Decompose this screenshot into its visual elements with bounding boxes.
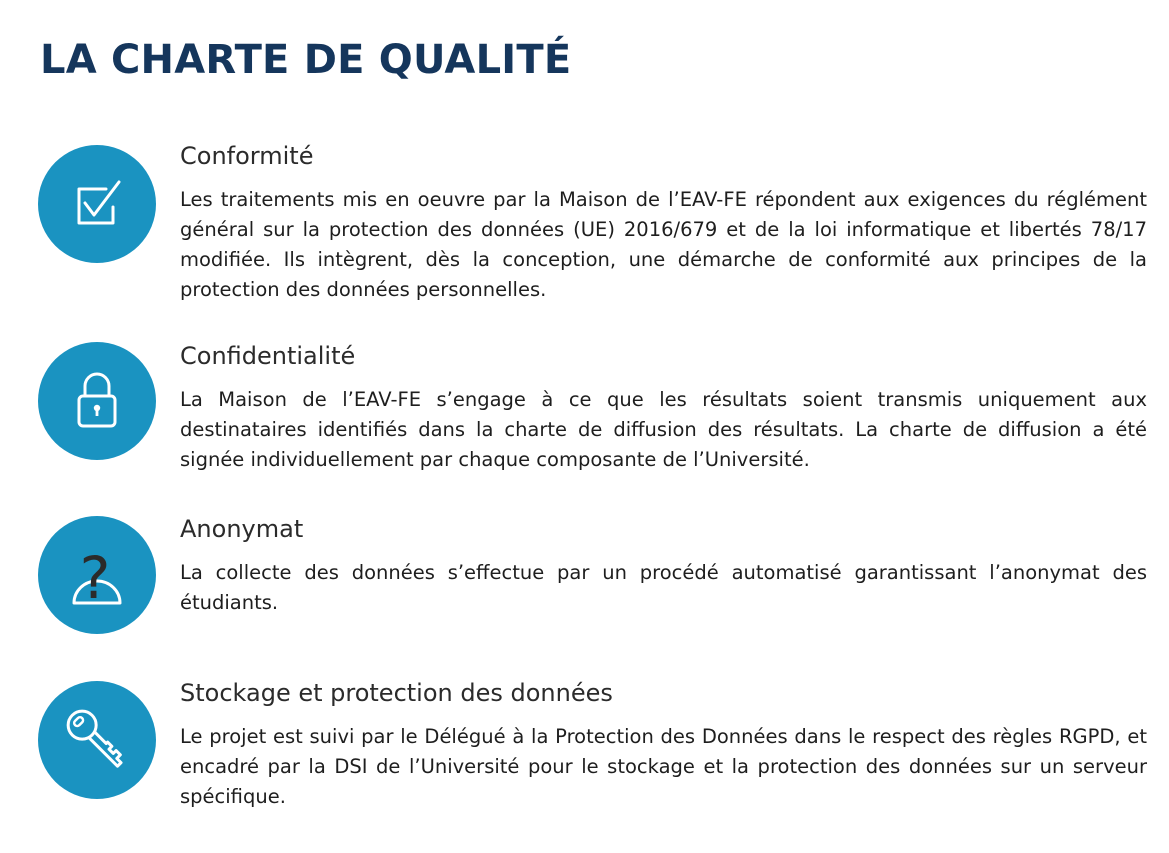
item-text: Le projet est suivi par le Délégué à la Protection des Données dans le respect des règles RGPD, et encadré par la DSI de l’Université pour le stockage et la protection des données sur un serveur spécifique. — [180, 725, 1147, 808]
item-body — [180, 340, 1147, 475]
item-text: La Maison de l’EAV-FE s’engage à ce que les résultats soient transmis uniquement aux destinataires identifiés dans la charte de diffusion des résultats. La charte de diffusion a été signée individuellement par chaque composante de l’Université. — [180, 388, 1147, 471]
item-heading: Anonymat — [180, 515, 304, 543]
key-icon — [38, 681, 156, 799]
page-title: LA CHARTE DE QUALITÉ — [40, 37, 572, 83]
item-heading: Conformité — [180, 142, 314, 170]
icon-circle — [38, 516, 156, 634]
padlock-icon — [38, 342, 156, 460]
icon-circle — [38, 342, 156, 460]
item-body — [180, 677, 1147, 812]
item-heading: Confidentialité — [180, 342, 356, 370]
item-text: La collecte des données s’effectue par un procédé automatisé garantissant l’anonymat des étudiants. — [180, 561, 1147, 614]
checkbox-icon — [38, 145, 156, 263]
icon-circle — [38, 681, 156, 799]
item-body — [180, 140, 1147, 305]
svg-text:?: ? — [79, 544, 111, 612]
item-text: Les traitements mis en oeuvre par la Maison de l’EAV-FE répondent aux exigences du réglément général sur la protection des données (UE) 2016/679 et de la loi informatique et libertés 78/17 modifiée. Ils intègrent, dès la conception, une démarche de conformité aux principes de la protection des données personnelles. — [180, 188, 1147, 301]
icon-circle — [38, 145, 156, 263]
item-heading: Stockage et protection des données — [180, 679, 613, 707]
item-body — [180, 513, 1147, 618]
anonymous-user-icon — [38, 516, 156, 634]
